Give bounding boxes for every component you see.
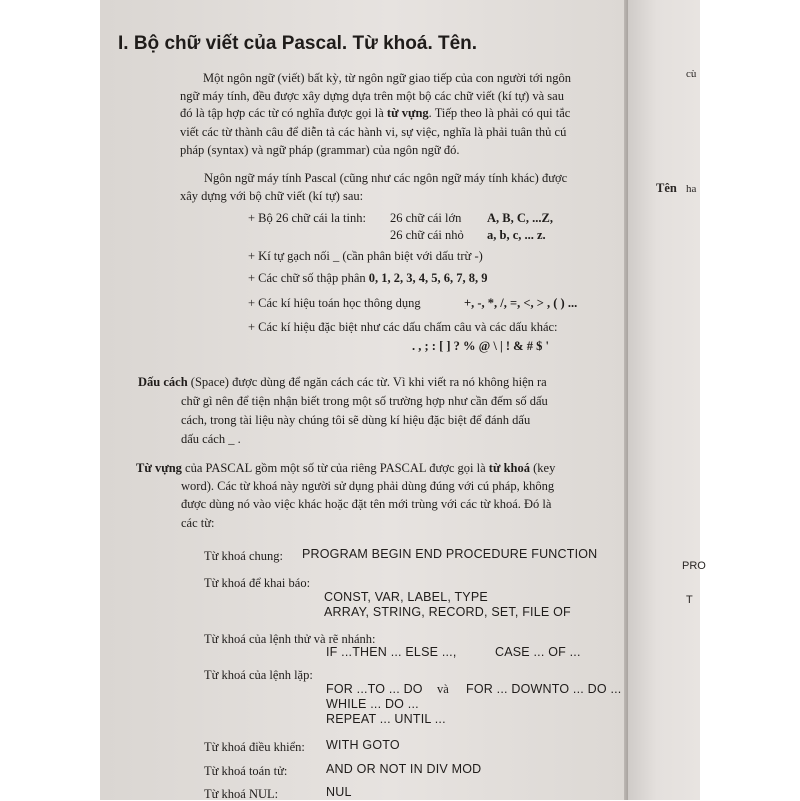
term-dau-cach: Dấu cách <box>138 375 188 389</box>
kw-branch-label: Từ khoá của lệnh thử và rẽ nhánh: <box>204 632 376 646</box>
kw-loop-label: Từ khoá của lệnh lặp: <box>204 668 313 682</box>
section-heading: I. Bộ chữ viết của Pascal. Từ khoá. Tên. <box>118 33 478 54</box>
space-line2: chữ gì nên để tiện nhận biết trong một số trường hợp như cần đếm số dấu <box>181 394 548 408</box>
vocab-line3: được dùng nó vào việc khác hoặc đặt tên mới trùng với các từ khoá. Đó là <box>181 497 552 511</box>
right-page-fragment-t: T <box>686 594 693 606</box>
para1-line1: Một ngôn ngữ (viết) bất kỳ, từ ngôn ngữ giao tiếp của con người tới ngôn <box>203 71 572 85</box>
kw-loop-repeat: REPEAT ... UNTIL ... <box>326 712 446 726</box>
kw-declare-line1: CONST, VAR, LABEL, TYPE <box>324 590 488 604</box>
special-symbols-label: + Các kí hiệu đặc biệt như các dấu chấm câu và các dấu khác: <box>248 320 558 334</box>
kw-operator-label: Từ khoá toán tử: <box>204 764 288 778</box>
kw-operator-values: AND OR NOT IN DIV MOD <box>326 762 482 776</box>
para1-line3: đó là tập hợp các từ có nghĩa được gọi là từ vựng. Tiếp theo là phải có qui tắc <box>180 106 571 120</box>
kw-general-label: Từ khoá chung: <box>204 549 283 563</box>
upper-letters: A, B, C, ...Z, <box>487 211 553 225</box>
kw-loop-for-downto: FOR ... DOWNTO ... DO ... <box>466 682 622 696</box>
lower-label: 26 chữ cái nhỏ <box>390 228 464 242</box>
kw-branch-if: IF ...THEN ... ELSE ..., <box>326 645 457 659</box>
right-page-fragment-ten: Tên <box>656 181 677 195</box>
vocab-line1: Từ vựng của PASCAL gồm một số từ của riêng PASCAL được gọi là từ khoá (key <box>136 461 556 475</box>
right-page-fragment-pro: PRO <box>682 560 706 572</box>
para1-line5: pháp (syntax) và ngữ pháp (grammar) của ngôn ngữ đó. <box>180 143 460 157</box>
kw-nul-value: NUL <box>326 785 352 799</box>
digits-item: + Các chữ số thập phân 0, 1, 2, 3, 4, 5, 6, 7, 8, 9 <box>248 271 488 285</box>
vocab-line4: các từ: <box>181 516 215 530</box>
para1-line4: viết các từ thành câu để diễn tả các hành vi, sự việc, nghĩa là phải tuân thủ cú <box>180 125 567 139</box>
kw-nul-label: Từ khoá NUL: <box>204 787 279 801</box>
kw-control-label: Từ khoá điều khiển: <box>204 740 305 754</box>
right-page-fragment-cu: cù <box>686 68 697 80</box>
kw-loop-and: và <box>437 682 449 696</box>
space-line3: cách, trong tài liệu này chúng tôi sẽ dùng kí hiệu đặc biệt để đánh dấu <box>181 413 531 427</box>
math-symbols-label: + Các kí hiệu toán học thông dụng <box>248 296 421 310</box>
space-line1: Dấu cách (Space) được dùng để ngăn cách các từ. Vì khi viết ra nó không hiện ra <box>138 375 547 389</box>
kw-declare-label: Từ khoá để khai báo: <box>204 576 311 590</box>
term-tu-vung: từ vựng <box>386 106 429 120</box>
upper-label: 26 chữ cái lớn <box>390 211 462 225</box>
right-page-fragment-ha: ha <box>686 183 697 195</box>
para1-line2: ngữ máy tính, đều được xây dựng dựa trên một bộ các chữ viết (kí tự) và sau <box>180 89 564 103</box>
letters-label: + Bộ 26 chữ cái la tinh: <box>248 211 366 225</box>
kw-loop-for-to: FOR ...TO ... DO <box>326 682 423 696</box>
kw-loop-while: WHILE ... DO ... <box>326 697 419 711</box>
term-tu-vung-heading: Từ vựng <box>136 461 182 475</box>
para2-line1: Ngôn ngữ máy tính Pascal (cũng như các ngôn ngữ máy tính khác) được <box>204 171 568 185</box>
special-symbols: . , ; : [ ] ? % @ \ | ! & # $ ' <box>412 339 549 353</box>
right-page <box>628 0 700 800</box>
kw-declare-line2: ARRAY, STRING, RECORD, SET, FILE OF <box>324 605 571 619</box>
space-line4: dấu cách _ . <box>181 432 241 446</box>
lower-letters: a, b, c, ... z. <box>487 228 546 242</box>
kw-general-values: PROGRAM BEGIN END PROCEDURE FUNCTION <box>302 547 598 561</box>
kw-control-values: WITH GOTO <box>326 738 400 752</box>
underscore-item: + Kí tự gạch nối _ (cần phân biệt với dấu trừ -) <box>248 249 483 263</box>
para2-line2: xây dựng với bộ chữ viết (kí tự) sau: <box>180 189 364 203</box>
term-tu-khoa: từ khoá <box>488 461 530 475</box>
vocab-line2: word). Các từ khoá này người sử dụng phải dùng đúng với cú pháp, không <box>181 479 555 493</box>
math-symbols: +, -, *, /, =, <, > , ( ) ... <box>464 296 578 310</box>
kw-branch-case: CASE ... OF ... <box>495 645 581 659</box>
